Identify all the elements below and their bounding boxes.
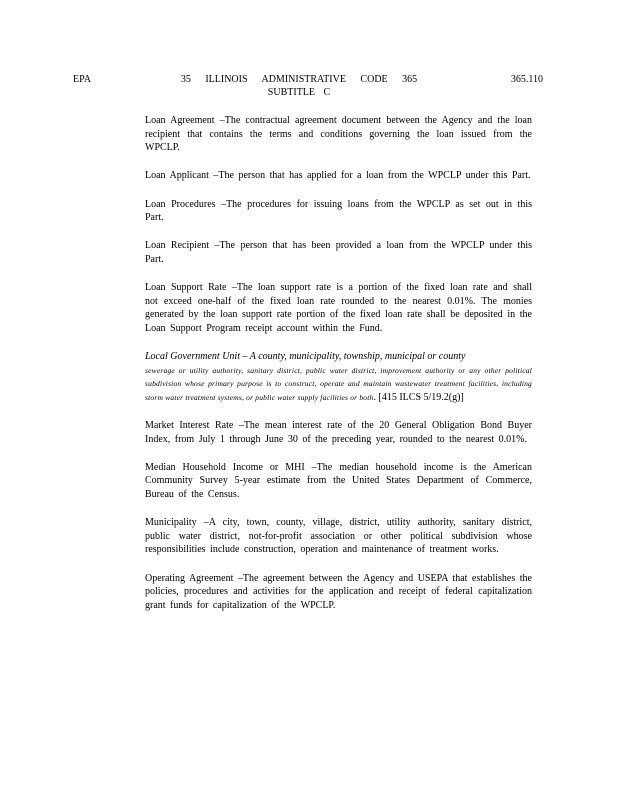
- local-government-unit-lead: Local Government Unit – A county, municipality, township, municipal or county: [145, 351, 466, 363]
- definition-municipality: Municipality –A city, town, county, village, district, utility authority, sanitary district, public water district, not-for-profit association or other political subdivision whose responsibilities include construction, operation and maintenance of treatment works.: [145, 517, 532, 556]
- local-government-unit-citation: . [415 ILCS 5/19.2(g)]: [373, 391, 464, 403]
- definition-median-household-income: Median Household Income or MHI –The median household income is the American Community Survey 5-year estimate from the United States Department of Commerce, Bureau of the Census.: [145, 461, 532, 501]
- header-title-line2: SUBTITLE C: [267, 87, 331, 98]
- document-body: [145, 114, 532, 612]
- local-government-unit-body: sewerage or utility authority, sanitary district, public water district, improvement authority or any other political subdivision whose primary purpose is to construct, operate and maintain wastewater treatment facilities, including storm water treatment systems, or public water supply facilities or both: [145, 365, 532, 402]
- definition-market-interest-rate: Market Interest Rate –The mean interest rate of the 20 General Obligation Bond Buyer Index, from July 1 through June 30 of the preceding year, rounded to the nearest 0.01%.: [145, 420, 532, 445]
- header-title-line1: 35 ILLINOIS ADMINISTRATIVE CODE 365: [180, 74, 418, 85]
- header-agency: EPA: [73, 74, 91, 85]
- definition-loan-procedures: Loan Procedures –The procedures for issuing loans from the WPCLP as set out in this Part.: [145, 198, 532, 224]
- definition-loan-agreement: Loan Agreement –The contractual agreement document between the Agency and the loan recipient that contains the terms and conditions governing the loan issued from the WPCLP.: [145, 115, 532, 154]
- header-section-number: 365.110: [510, 74, 543, 85]
- definition-local-government-unit: [145, 350, 532, 404]
- definition-operating-agreement: Operating Agreement –The agreement between the Agency and USEPA that establishes the policies, procedures and activities for the application and receipt of federal capitalization grant funds for capitalization of the WPCLP.: [145, 572, 532, 611]
- header-title: [174, 73, 424, 99]
- definition-loan-applicant: Loan Applicant –The person that has applied for a loan from the WPCLP under this Part.: [145, 170, 531, 182]
- definition-loan-support-rate: Loan Support Rate –The loan support rate is a portion of the fixed loan rate and shall not exceed one-half of the fixed loan rate rounded to the nearest 0.01%. The monies generated by the loan support rate portion of the fixed loan rate shall be deposited in the Loan Support Program receipt account within the Fund.: [145, 282, 532, 334]
- definition-loan-recipient: Loan Recipient –The person that has been provided a loan from the WPCLP under this Part.: [145, 240, 532, 265]
